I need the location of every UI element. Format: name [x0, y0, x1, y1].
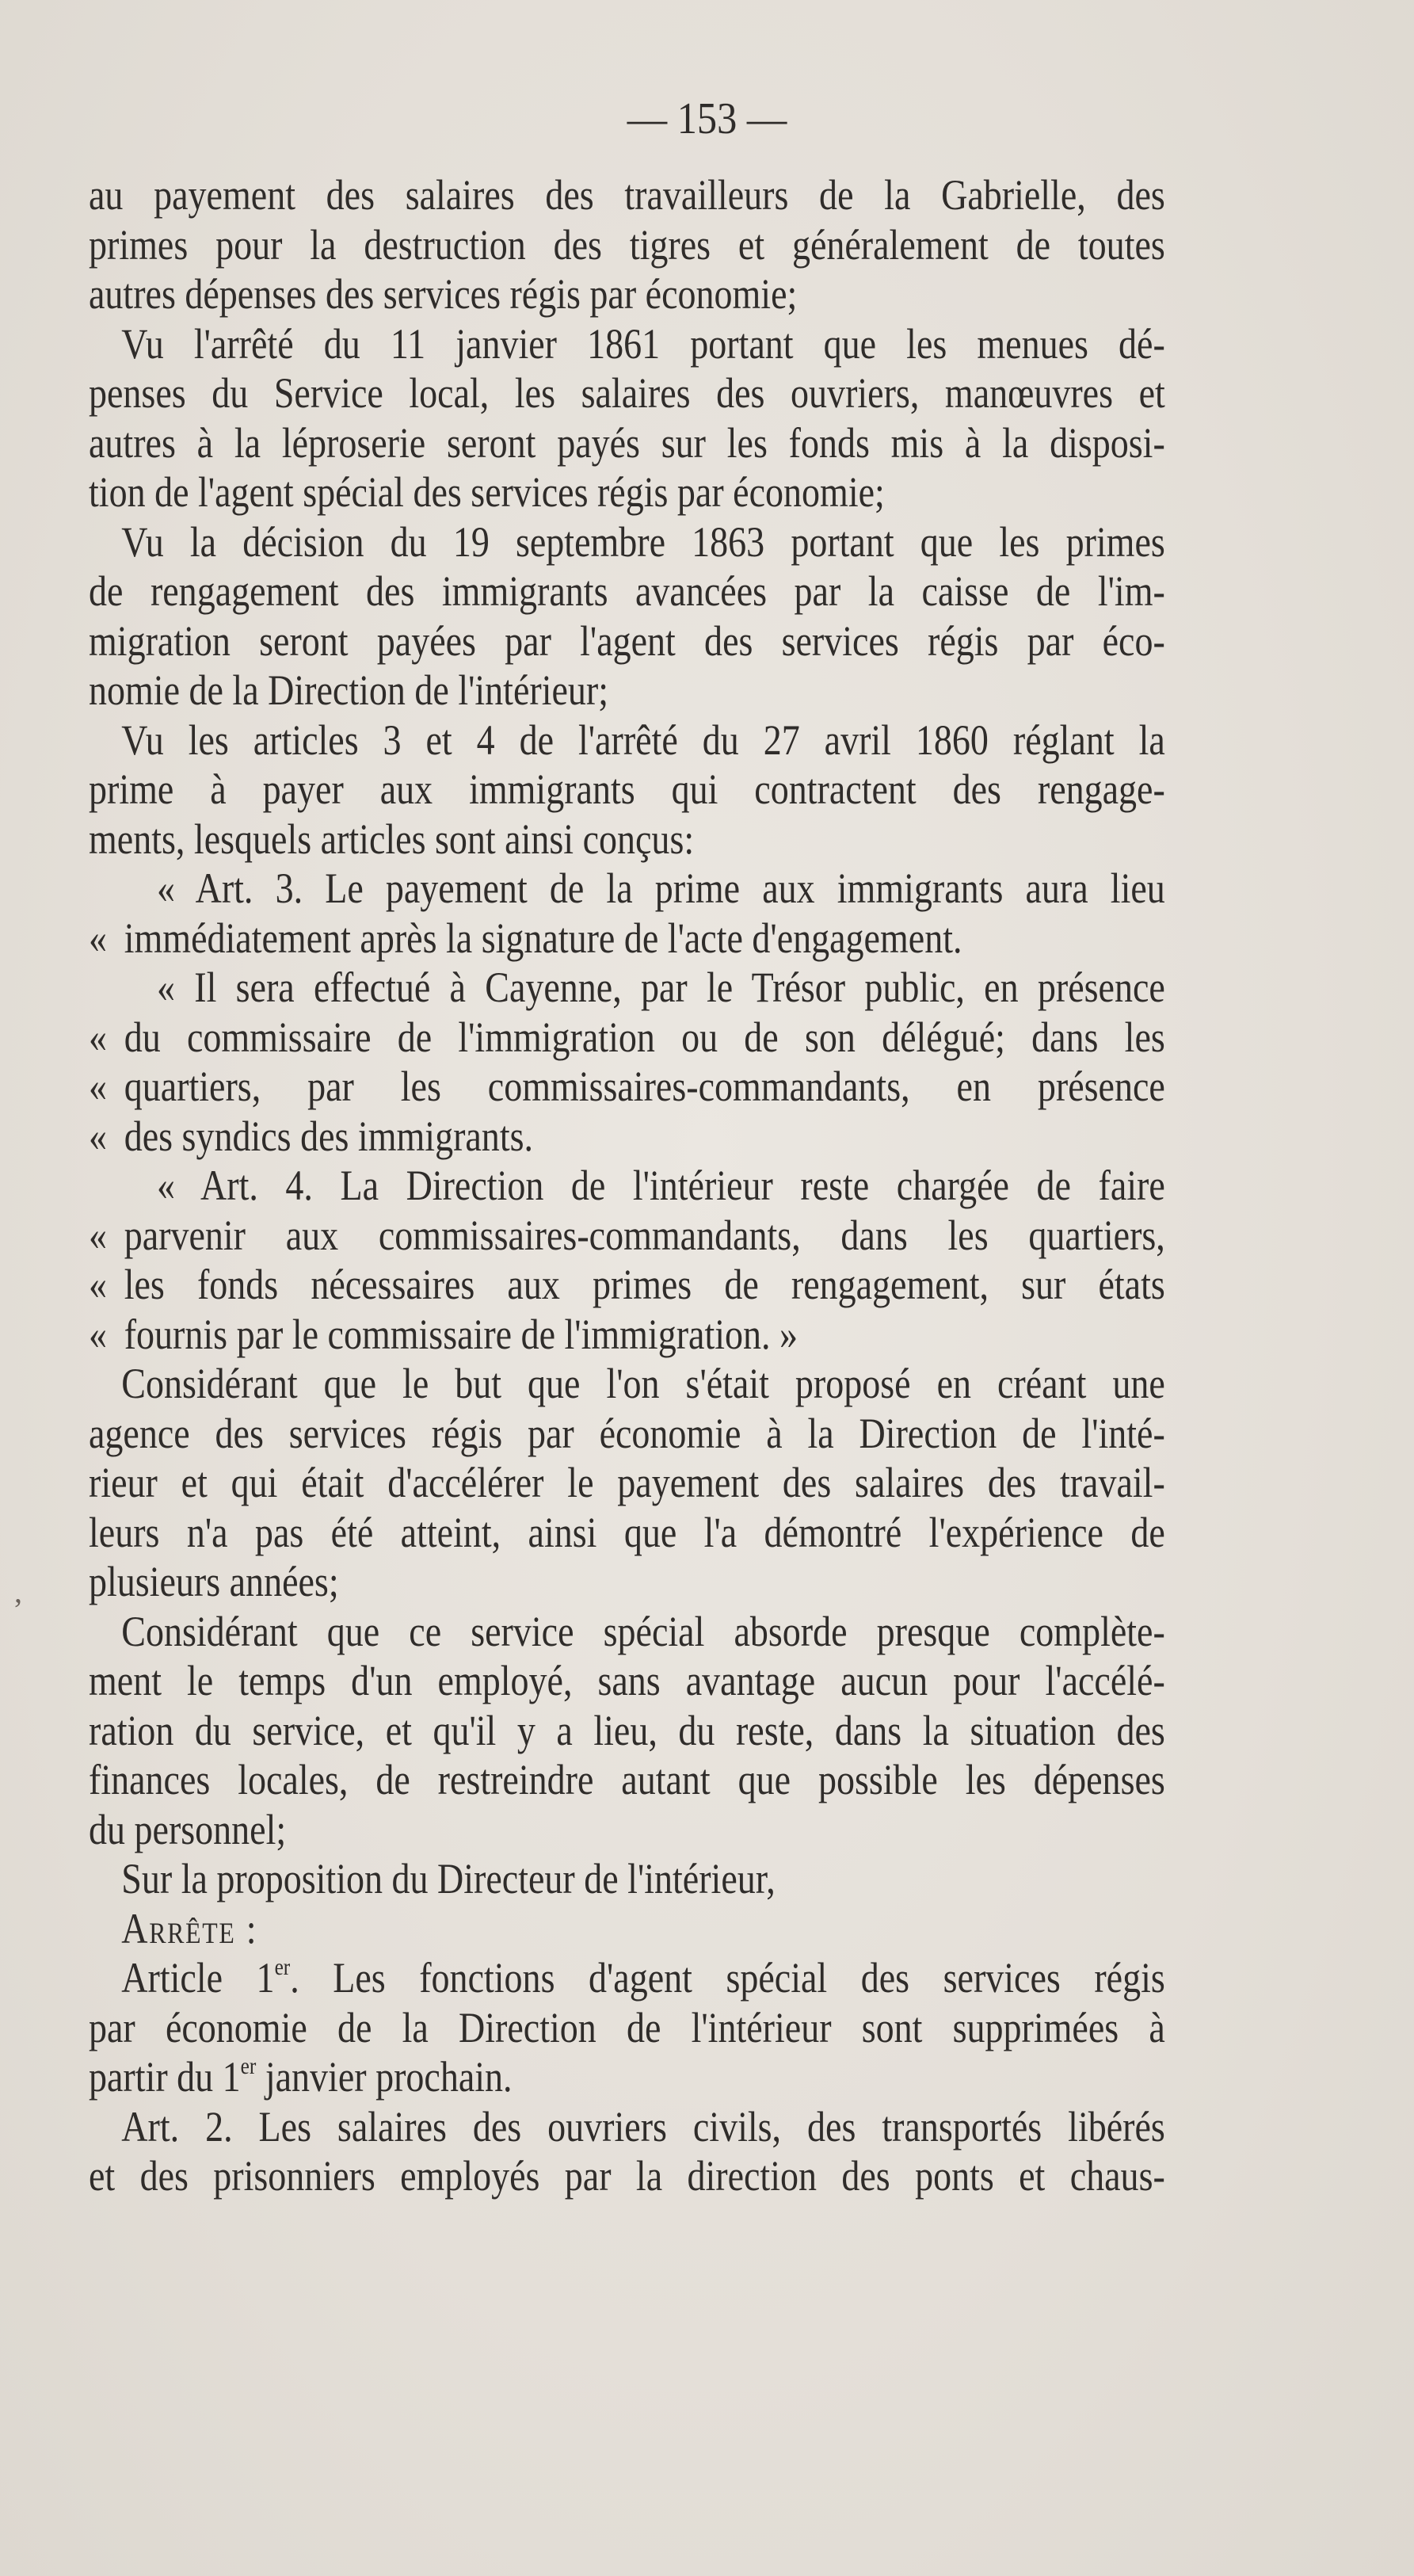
article-label: Article 1: [121, 1954, 275, 2002]
text-line: agence des services régis par économie à la Direction de l'inté-: [89, 1409, 1165, 1457]
guillemet: «: [89, 1063, 108, 1110]
text-line: autres dépenses des services régis par économie;: [89, 270, 798, 318]
text-line: [89, 1211, 1165, 1261]
text-line: « Art. 3. Le payement de la prime aux immigrants aura lieu: [157, 864, 1165, 912]
text-line: de rengagement des immigrants avancées par la caisse de l'im-: [89, 567, 1165, 615]
text-line: Considérant que le but que l'on s'était proposé en créant une: [121, 1360, 1165, 1407]
margin-speck: ,: [14, 1574, 22, 1609]
text-line-content: . Les fonctions d'agent spécial des services régis: [290, 1954, 1165, 2002]
text-line: Vu la décision du 19 septembre 1863 portant que les primes: [121, 517, 1165, 566]
text-line: finances locales, de restreindre autant que possible les dépenses: [89, 1756, 1165, 1803]
text-line: [89, 1112, 1165, 1162]
text-line-content: fournis par le commissaire de l'immigration. »: [124, 1310, 798, 1358]
text-line: [89, 1953, 1165, 2003]
text-line: [89, 914, 1165, 964]
text-line: et des prisonniers employés par la direction des ponts et chaus-: [89, 2152, 1165, 2200]
text-line: [89, 2052, 1165, 2102]
text-line: tion de l'agent spécial des services régis par économie;: [89, 468, 885, 516]
text-line: du personnel;: [89, 1805, 287, 1853]
text-line-content: quartiers, par les commissaires-commandants, en présence: [124, 1063, 1165, 1110]
text-line: rieur et qui était d'accélérer le payement des salaires des travail-: [89, 1459, 1165, 1506]
text-line: « Il sera effectué à Cayenne, par le Trésor public, en présence: [157, 964, 1165, 1011]
ordinal-superscript: er: [240, 2053, 257, 2079]
text-line: [89, 1062, 1165, 1112]
text-line: ments, lesquels articles sont ainsi conçus:: [89, 815, 695, 863]
text-line: ment le temps d'un employé, sans avantage aucun pour l'accélé-: [89, 1657, 1165, 1704]
page-number: — 153 —: [627, 94, 787, 143]
text-line: prime à payer aux immigrants qui contractent des rengage-: [89, 765, 1165, 813]
text-line: [89, 1013, 1165, 1063]
text-line: Vu les articles 3 et 4 de l'arrêté du 27 avril 1860 réglant la: [121, 716, 1165, 764]
text-line: primes pour la destruction des tigres et généralement de toutes: [89, 220, 1165, 269]
text-line-content: les fonds nécessaires aux primes de rengagement, sur états: [124, 1261, 1165, 1308]
text-line: [89, 1310, 1165, 1360]
guillemet: «: [89, 1261, 108, 1308]
text-line: Considérant que ce service spécial absorde presque complète-: [121, 1607, 1165, 1655]
text-line: « Art. 4. La Direction de l'intérieur reste chargée de faire: [157, 1162, 1165, 1209]
text-line: [89, 1260, 1165, 1310]
text-line-content: parvenir aux commissaires-commandants, dans les quartiers,: [124, 1211, 1165, 1259]
guillemet: «: [89, 1310, 108, 1358]
text-line-content: partir du 1: [89, 2053, 241, 2101]
guillemet: «: [89, 1013, 108, 1061]
text-line: au payement des salaires des travailleurs de la Gabrielle, des: [89, 171, 1165, 219]
guillemet: «: [89, 1112, 108, 1160]
arrete-heading: Arrête :: [121, 1904, 258, 1952]
text-line: ration du service, et qu'il y a lieu, du reste, dans la situation des: [89, 1706, 1165, 1754]
text-line: Art. 2. Les salaires des ouvriers civils, des transportés libérés: [121, 2102, 1165, 2150]
text-line: nomie de la Direction de l'intérieur;: [89, 666, 609, 714]
ordinal-superscript: er: [274, 1954, 291, 1980]
text-line: penses du Service local, les salaires des ouvriers, manœuvres et: [89, 369, 1165, 417]
text-line: Vu l'arrêté du 11 janvier 1861 portant que les menues dé-: [121, 319, 1165, 368]
text-line-content: janvier prochain.: [256, 2053, 513, 2101]
text-line: leurs n'a pas été atteint, ainsi que l'a démontré l'expérience de: [89, 1508, 1165, 1556]
text-line: par économie de la Direction de l'intérieur sont supprimées à: [89, 2003, 1165, 2051]
text-line: plusieurs années;: [89, 1558, 339, 1605]
text-line: migration seront payées par l'agent des services régis par éco-: [89, 616, 1165, 665]
body-text: [89, 170, 1165, 2201]
text-line: autres à la léproserie seront payés sur les fonds mis à la disposi-: [89, 418, 1165, 467]
guillemet: «: [89, 1211, 108, 1259]
text-line: Sur la proposition du Directeur de l'intérieur,: [121, 1855, 776, 1902]
text-line-content: des syndics des immigrants.: [124, 1112, 534, 1160]
text-line-content: immédiatement après la signature de l'acte d'engagement.: [124, 914, 962, 962]
text-line-content: du commissaire de l'immigration ou de son délégué; dans les: [124, 1013, 1165, 1061]
guillemet: «: [89, 914, 108, 962]
